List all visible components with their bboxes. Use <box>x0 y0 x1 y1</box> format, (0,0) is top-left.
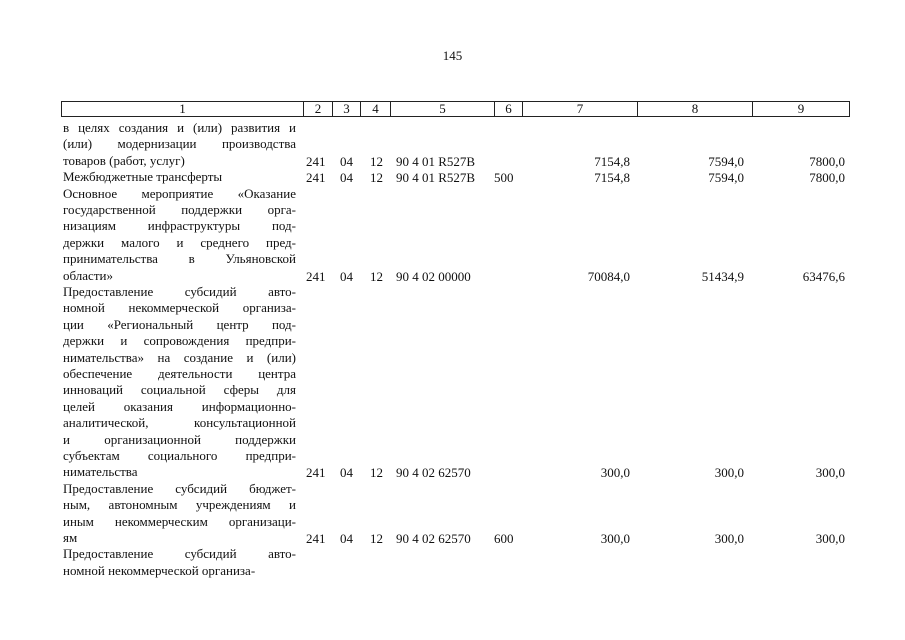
pr-cell: 12 <box>370 465 383 481</box>
gr-cell: 241 <box>306 531 326 546</box>
description-line: Межбюджетные трансферты <box>63 169 223 185</box>
pr-cell: 12 <box>370 531 383 546</box>
amount-year1-cell: 7154,8 <box>594 153 630 169</box>
description-line: Предоставление субсидий авто- <box>63 284 296 299</box>
description-line: инноваций социальной сферы для <box>63 382 296 398</box>
description-line: ям <box>63 529 78 545</box>
description-line: и организационной поддержки <box>63 431 296 447</box>
vr-cell: 600 <box>494 531 514 546</box>
amount-year3-cell: 7800,0 <box>809 170 845 186</box>
header-col-1: 1 <box>62 102 304 116</box>
description-line: Предоставление субсидий авто- <box>63 546 296 562</box>
row-description <box>63 186 296 284</box>
amount-year1-cell: 7154,8 <box>594 170 630 186</box>
description-line: Основное мероприятие «Оказание <box>63 185 296 201</box>
description-line: субъектам социального предпри- <box>63 447 296 463</box>
header-col-8: 8 <box>638 102 753 116</box>
header-col-3: 3 <box>333 102 361 116</box>
amount-year2-cell: 51434,9 <box>701 268 744 284</box>
cs-cell: 90 4 02 62570 <box>396 531 471 546</box>
header-col-9: 9 <box>797 101 805 116</box>
row-description <box>63 169 296 185</box>
description-line: в целях создания и (или) развития и <box>63 120 296 135</box>
table-header <box>61 101 850 117</box>
row-description <box>63 481 296 547</box>
amount-year1-cell: 70084,0 <box>587 268 630 284</box>
description-line: держки малого и среднего пред- <box>63 234 296 250</box>
row-description <box>63 284 296 481</box>
description-line: номной некоммерческой организа- <box>63 300 296 316</box>
pr-cell: 12 <box>370 268 383 284</box>
amount-year2-cell: 300,0 <box>714 465 744 481</box>
description-line: (или) модернизации производства <box>63 136 296 152</box>
description-line: номной некоммерческой организа- <box>63 562 256 578</box>
header-col-4: 4 <box>361 102 391 116</box>
rz-cell: 04 <box>340 531 353 546</box>
header-col-6: 6 <box>495 102 523 116</box>
header-col-2: 2 <box>304 102 333 116</box>
description-line: нимательства» на создание и (или) <box>63 349 296 365</box>
amount-year3-cell: 63476,6 <box>802 268 845 284</box>
description-line: Предоставление субсидий бюджет- <box>63 480 296 496</box>
gr-cell: 241 <box>306 268 326 284</box>
amount-year3-cell: 300,0 <box>815 465 845 481</box>
rz-cell: 04 <box>340 153 353 169</box>
amount-year2-cell: 7594,0 <box>708 170 744 186</box>
description-line: обеспечение деятельности центра <box>63 365 296 381</box>
gr-cell: 241 <box>306 465 326 481</box>
cs-cell: 90 4 02 00000 <box>396 268 471 284</box>
pr-cell: 12 <box>370 153 383 169</box>
description-line: ции «Региональный центр под- <box>63 316 296 332</box>
vr-cell: 500 <box>494 170 514 186</box>
amount-year1-cell: 300,0 <box>600 465 630 481</box>
description-line: государственной поддержки орга- <box>63 201 296 217</box>
cs-cell: 90 4 02 62570 <box>396 465 471 481</box>
description-line: иным некоммерческим организаци- <box>63 513 296 529</box>
description-line: ным, автономным учреждениям и <box>63 497 296 513</box>
row-description <box>63 120 296 169</box>
pr-cell: 12 <box>370 170 383 186</box>
cs-cell: 90 4 01 R527B <box>396 170 476 186</box>
rz-cell: 04 <box>340 170 353 186</box>
amount-year3-cell: 300,0 <box>815 531 845 546</box>
row-description <box>63 546 296 579</box>
description-line: принимательства в Ульяновской <box>63 251 296 267</box>
description-line: целей оказания информационно- <box>63 398 296 414</box>
amount-year3-cell: 7800,0 <box>809 153 845 169</box>
gr-cell: 241 <box>306 170 326 186</box>
gr-cell: 241 <box>306 153 326 169</box>
description-line: нимательства <box>63 464 138 480</box>
amount-year1-cell: 300,0 <box>600 531 630 546</box>
description-line: области» <box>63 267 113 283</box>
description-line: низациям инфраструктуры под- <box>63 218 296 234</box>
cs-cell: 90 4 01 R527B <box>396 153 476 169</box>
description-line: держки и сопровождения предпри- <box>63 333 296 349</box>
amount-year2-cell: 300,0 <box>714 531 744 546</box>
description-line: товаров (работ, услуг) <box>63 152 185 168</box>
header-col-5: 5 <box>391 102 495 116</box>
amount-year2-cell: 7594,0 <box>708 153 744 169</box>
rz-cell: 04 <box>340 268 353 284</box>
description-line: аналитической, консультационной <box>63 415 296 431</box>
rz-cell: 04 <box>340 465 353 481</box>
header-col-7: 7 <box>523 102 638 116</box>
page-number: 145 <box>442 48 463 63</box>
